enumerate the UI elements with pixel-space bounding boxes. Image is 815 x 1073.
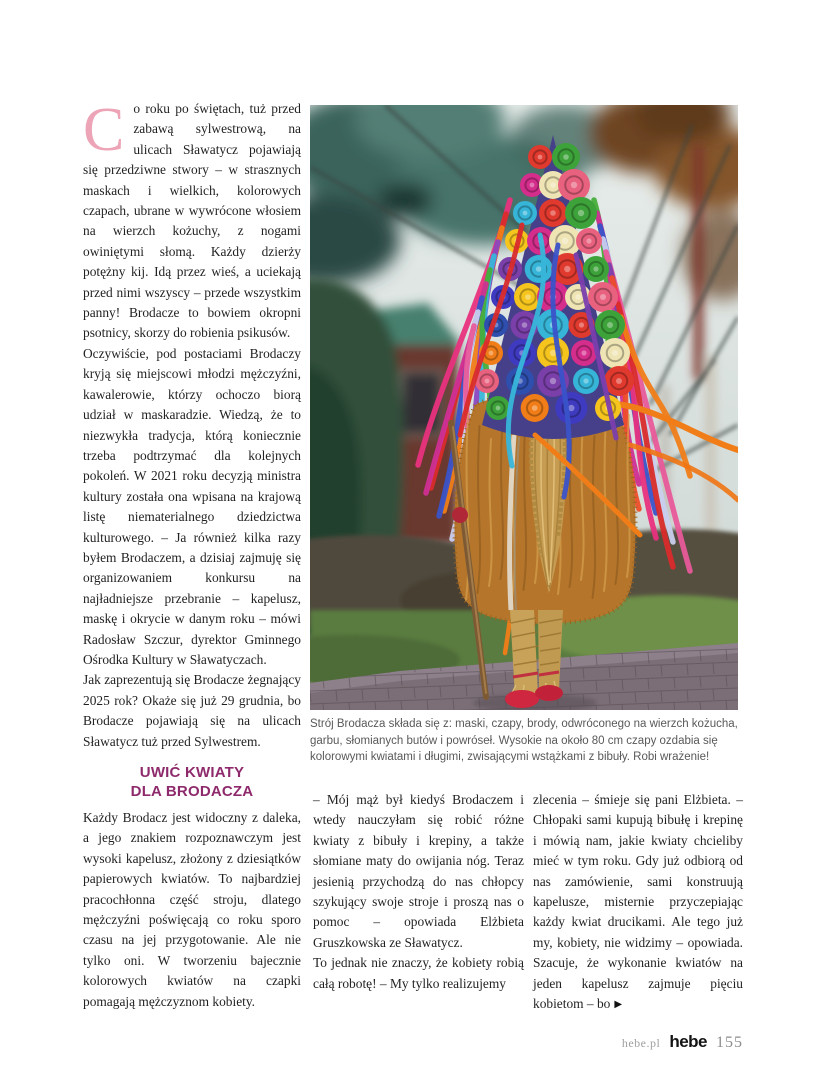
right-text-column [533,790,743,1016]
page-footer [622,1032,743,1052]
page-number: 155 [716,1034,743,1051]
section-heading-line2: DLA BRODACZA [130,783,254,800]
paragraph-zlecenia [533,790,743,1016]
drop-cap: C [83,96,125,164]
straw-legs [505,610,563,708]
paragraph-intro-text: o roku po świętach, tuż przed zabawą sylwestrową, na ulicach Sławatycz pojawiają się przedziwne stwory – w strasznych maskach i wielkich, kolorowych czapach, ubrane w wywrócone włosiem na wierzch kożuchy, z nogami owiniętymi słomą. Każdy dzierży potężny kij. Idą przez wieś, a uciekają przed nimi wszyscy – przede wszystkim panny! Brodacze to bowiem okropni psotnicy, skorzy do robienia psikusów. [83,101,301,341]
paragraph-intro [83,96,301,344]
continuation-arrow-icon: ▶ [614,999,623,1011]
section-heading [83,763,301,801]
paragraph-zlecenia-text: zlecenia – śmieje się pani Elżbieta. – Chłopaki sami kupują bibułę i krepinę i mówią nam, jakie kwiaty chcieliby mieć w tym roku. Gdy już odbiorą od nas zamówienie, sami konstruują kapelusze, misternie przyczepiając każdy kwiat drucikami. Ale tego już my, kobiety, nie widzimy – opowiada. Szacuje, że wykonanie kwiatów na jeden kapelusz zajmuje pięciu kobietom – bo [533,792,743,1012]
paragraph-kapelusz: Każdy Brodacz jest widoczny z daleka, a jego znakiem rozpoznawczym jest wysoki kapelusz, złożony z dziesiątków papierowych kwiatów. To najbardziej pracochłonna część stroju, dlatego mężczyźni poświęcają co roku sporo czasu na jej przygotowanie. Ale nie tylko oni. W tworzeniu bajecznie kolorowych kwiatów na czapki pomagają mężczyznom kobiety. [83,810,301,1009]
red-shoe-left [505,690,539,708]
brodacz-photo [310,105,738,710]
paragraph-kobiety: To jednak nie znaczy, że kobiety robią całą robotę! – My tylko realizujemy [313,955,524,991]
footer-site-url: hebe.pl [621,1036,661,1050]
section-heading-line1: UWIĆ KWIATY [139,764,245,781]
red-shoe-right [535,685,563,701]
hebe-logo: hebe [669,1032,707,1051]
middle-text-column [313,790,524,994]
paragraph-elzbieta: – Mój mąż był kiedyś Brodaczem i wtedy nauczyłam się robić różne kwiaty z bibuły i krepiny, a także słomiane maty do owijania nóg. Teraz jesienią przychodzą do nas chłopcy szykujący swoje stroje i proszą nas o pomoc – opowiada Elżbieta Gruszkowska ze Sławatycz. [313,792,524,950]
photo-caption: Strój Brodacza składa się z: maski, czapy, brody, odwróconego na wierzch kożucha, garbu, słomianych butów i powróseł. Wysokie na około 80 cm czapy ozdabia się kolorowymi kwiatami i długimi, zwisającymi wstążkami z bibuły. Robi wrażenie! [310,718,738,763]
paragraph-tradition: Oczywiście, pod postaciami Brodaczy kryją się miejscowi młodzi mężczyźni, kawalerowie, którzy ochoczo biorą udział w maskaradzie. Wiedzą, że to niezwykła tradycja, którą koniecznie trzeba podtrzymać dla kolejnych pokoleń. W 2021 roku decyzją ministra kultury została ona wpisana na krajową listę niematerialnego dziedzictwa kulturowego. – Ja również kilka razy byłem Brodaczem, a dzisiaj zajmuję się organizowaniem konkursu na najładniejsze przebranie – kapelusz, maskę i okrycie w danym roku – mówi Radosław Szczur, dyrektor Gminnego Ośrodka Kultury w Sławatyczach. [83,345,301,667]
paragraph-2025: Jak zaprezentują się Brodacze żegnający 2025 rok? Okaże się już 29 grudnia, bo Brodacze pojawiają się na ulicach Sławatycz tuż przed Sylwestrem. [83,672,301,749]
red-mitten [452,507,468,523]
left-text-column [83,96,301,1012]
